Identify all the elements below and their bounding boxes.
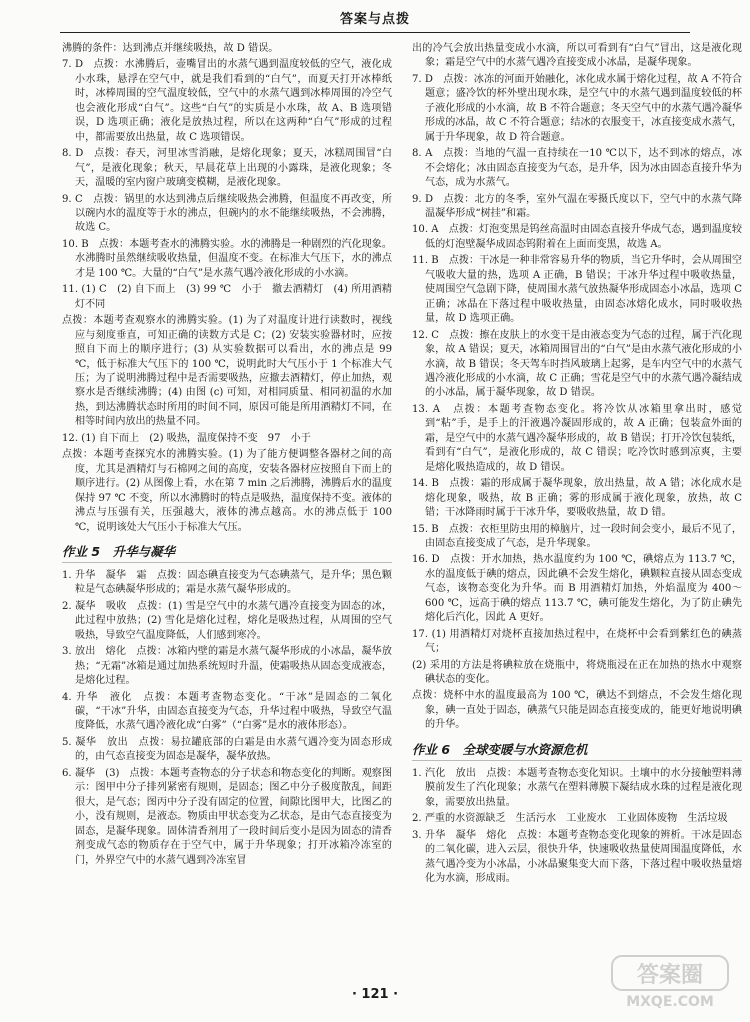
answer-item: 8. A 点拨：当地的气温一直持续在一10 ℃以下，达不到冰的熔点，冰不会熔化；冰由固态直接变为气态，是升华，因为冰由固态直接升华为气态，成为水蒸气。 bbox=[412, 148, 742, 189]
answer-item: 9. D 点拨：北方的冬季，室外气温在零摄氏度以下，空气中的水蒸气降温凝华形成“树挂”和霜。 bbox=[412, 193, 742, 219]
answer-item: 点拨：烧杯中水的温度最高为 100 ℃，碘达不到熔点，不会发生熔化现象，碘一直处于固态，碘蒸气只能是固态直接变成的，能更好地说明碘的升华。 bbox=[412, 690, 742, 731]
section-heading-6: 作业 6 全球变暖与水资源危机 bbox=[412, 741, 742, 761]
right-column bbox=[412, 42, 742, 982]
answer-item: 11. (1) C (2) 自下而上 (3) 99 ℃ 小于 撤去酒精灯 (4) 所用酒精灯不同 bbox=[62, 284, 392, 310]
answer-item: 1. 汽化 放出 点拨：本题考查物态变化知识。土壤中的水分接触塑料薄膜前发生了汽化现象；水蒸气在塑料薄膜下凝结成水珠的过程是液化现象，需要放出热量。 bbox=[412, 767, 742, 808]
answer-item: 3. 升华 凝华 熔化 点拨：本题考查物态变化现象的辨析。干冰是固态的二氧化碳，进入云层，很快升华，快速吸收热量使周围温度降低，水蒸气遇冷变为小冰晶，小冰晶聚集变大而下落，下落过程中吸收热量熔化为水滴，形成雨。 bbox=[412, 829, 742, 885]
answer-item: 9. C 点拨：锅里的水达到沸点后继续吸热会沸腾，但温度不再改变，所以碗内水的温度等于水的沸点，但碗内的水不能继续吸热，不会沸腾，故选 C。 bbox=[62, 193, 392, 234]
page-header bbox=[0, 0, 750, 40]
answer-item: 3. 放出 熔化 点拨：冰箱内壁的霜是水蒸气凝华形成的小冰晶，凝华放热；“无霜”冰箱是通过加热系统短时升温，使霜吸热从固态变成液态，是熔化过程。 bbox=[62, 646, 392, 687]
answer-item: 2. 凝华 吸收 点拨：(1) 雪是空气中的水蒸气遇冷直接变为固态的冰，此过程中放热；(2) 雪化是熔化过程，熔化是吸热过程，从周围的空气吸热，导致空气温度降低，人们感到寒冷。 bbox=[62, 600, 392, 641]
answer-item: 6. 凝华 (3) 点拨：本题考查物态的分子状态和物态变化的判断。观察图示：图甲中分子排列紧密有规则，是固态；图乙中分子极度散乱，间距很大，是气态；图丙中分子没有固定的位置，间隙比图甲大，比图乙的小，没有规则，是液态。物质由甲状态变为乙状态，是由气态直接变为固态，是凝华现象。固体清香剂用了一段时间后变小是因为固态的清香剂变成气态的物质存在于空气中，属于升华现象；打开冰箱冷冻室的门，外界空气中的水蒸气遇到冷冻室冒 bbox=[62, 767, 392, 866]
answer-item: 点拨：本题考查探究水的沸腾实验。(1) 为了能方便调整各器材之间的高度，尤其是酒精灯与石棉网之间的高度，安装各器材应按照自下而上的顺序进行。(2) 从图像上看，水在第 7 min 之后沸腾，沸腾后水的温度保持 97 ℃ 不变，所以水沸腾时的特点是吸热，温度保持不变。液体的沸点与压强有关，压强越大，液体的沸点越高。水的沸点低于 100 ℃，说明该处大气压小于标准大气压。 bbox=[62, 449, 392, 533]
answer-item: 11. B 点拨：干冰是一种非常容易升华的物质，当它升华时，会从周围空气吸收大量的热，选项 A 正确，B 错误；干冰升华过程中吸收热量，使周围空气急剧下降，使周围水蒸气放热凝华形成固态小冰晶，选项 C 正确；冰晶在下落过程中吸收热量，由固态冰熔化成水，同时吸收热量，故 D 选项正确。 bbox=[412, 255, 742, 325]
watermark-text-1: 答案圈 bbox=[636, 963, 704, 988]
answer-item: 2. 严重的水资源缺乏 生活污水 工业废水 工业固体废物 生活垃圾 bbox=[412, 813, 728, 825]
answer-item: 沸腾的条件：达到沸点并继续吸热，故 D 错误。 bbox=[62, 43, 279, 54]
answer-item: (2) 采用的方法是将碘粒放在烧瓶中，将烧瓶浸在正在加热的热水中观察碘状态的变化。 bbox=[412, 659, 742, 686]
answer-item: 4. 升华 液化 点拨：本题考查物态变化。“干冰”是固态的二氧化碳，“干冰”升华，由固态直接变为气态，升华过程中吸热，导致空气温度降低，水蒸气遇冷液化成“白雾”（“白雾”是水的液体形态）。 bbox=[62, 691, 392, 732]
answer-item: 12. (1) 自下而上 (2) 吸热，温度保持不变 97 小于 bbox=[62, 432, 311, 444]
answer-item: 7. D 点拨：冰冻的河面开始融化，冰化成水属于熔化过程，故 A 不符合题意；盛冷饮的杯外壁出现水珠，是空气中的水蒸气遇到温度较低的杯子液化形成的小水滴，故 B 不符合题意；冬天空气中的水蒸气遇冷凝华形成的冰晶，故 C 不符合题意；结冰的衣服变干，冰直接变成水蒸气，属于升华现象，故 D 符合题意。 bbox=[412, 73, 742, 143]
header-title: 答案与点拨 bbox=[339, 12, 410, 27]
left-column bbox=[62, 42, 392, 982]
answer-item: 5. 凝华 放出 点拨：易拉罐底部的白霜是由水蒸气遇冷变为固态形成的，由气态直接变为固态是凝华，凝华放热。 bbox=[62, 736, 392, 763]
watermark-text-2: MXQE.COM bbox=[626, 994, 714, 1010]
answer-item: 10. B 点拨：本题考查水的沸腾实验。水的沸腾是一种剧烈的汽化现象。水沸腾时虽然继续吸收热量，但温度不变。在标准大气压下，水的沸点才是 100 ℃。大量的“白气”是水蒸气遇冷液化形成的小水滴。 bbox=[62, 238, 392, 279]
answer-item: 10. A 点拨：灯泡变黑是钨丝高温时由固态直接升华成气态，遇到温度较低的灯泡壁凝华成固态钨附着在上面而变黑，故选 A。 bbox=[412, 224, 742, 250]
answer-item: 8. D 点拨：春天，河里冰雪消融，是熔化现象；夏天，冰糕周围冒“白气”，是液化现象；秋天，早晨花草上出现的小露珠，是液化现象；冬天，温暖的室内窗户玻璃变模糊，是液化现象。 bbox=[62, 148, 392, 189]
answer-item: 13. A 点拨：本题考查物态变化。将冷饮从冰箱里拿出时，感觉到“粘”手，是手上的汗液遇冷凝固形成的，故 A 正确；包装盒外面的霜，是空气中的水蒸气遇冷凝华形成的，故 B 错误；打开冷饮包装纸，看到有“白气”，是液化形成的，故 C 错误；吃冷饮时感到凉爽，主要是熔化吸热造成的，故 D 错误。 bbox=[412, 403, 742, 473]
answer-item: 14. B 点拨：霜的形成属于凝华现象，放出热量，故 A 错；冰化成水是熔化现象，吸热，故 B 正确；雾的形成属于液化现象，放热，故 C 错；干冰降雨时属于干冰升华，要吸收热量，故 D 错。 bbox=[412, 478, 742, 519]
page-number: · 121 · bbox=[351, 987, 399, 1002]
answer-item: 点拨：本题考查观察水的沸腾实验。(1) 为了对温度计进行读数时，视线应与刻度垂直，可知正确的读数方式是 C；(2) 安装实验器材时，应按照自下而上的顺序进行；(3) 从实验数据可以看出，水的沸点是 99 ℃，低于标准大气压下的 100 ℃，说明此时大气压小于 1 个标准大气压；为了说明沸腾过程中是否需要吸热，应撤去酒精灯，停止加热，观察水是否继续沸腾；(4) 由图 (c) 可知，对相同质量、相同初温的水加热，到达沸腾状态时所用的时间不同，原因可能是所用酒精灯不同，在相等时间内放出的热量不同。 bbox=[62, 315, 392, 428]
answer-item: 16. D 点拨：开水加热，热水温度约为 100 ℃，碘熔点为 113.7 ℃，水的温度低于碘的熔点，因此碘不会发生熔化，碘颗粒直接从固态变成气态，该物态变化为升华。而 B 用酒精灯加热，外焰温度为 400～600 ℃，远高于碘的熔点 113.7 ℃，碘可能发生熔化，为了防止碘先熔化后汽化，因此 A 更好。 bbox=[412, 554, 742, 624]
answer-item: 15. B 点拨：衣柜里防虫用的樟脑片，过一段时间会变小，最后不见了，由固态直接变成了气态，是升华现象。 bbox=[412, 523, 742, 549]
answer-item: 17. (1) 用酒精灯对烧杯直接加热过程中，在烧杯中会看到紫红色的碘蒸气； bbox=[412, 628, 742, 655]
answer-item: 12. C 点拨：擦在皮肤上的水变干是由液态变为气态的过程，属于汽化现象，故 A 错误；夏天，冰箱周围冒出的“白气”是由水蒸气液化形成的小水滴，故 B 错误；冬天驾车时挡风玻璃上起雾，是车内空气中的水蒸气遇冷液化形成的小水滴，故 C 正确；雪花是空气中的水蒸气遇冷凝结成的小冰晶，属于凝华现象，故 D 错误。 bbox=[412, 329, 742, 399]
header-rule bbox=[60, 32, 690, 33]
answer-item: 出的冷气会放出热量变成小水滴，所以可看到有“白气”冒出，这是液化现象；霜是空气中的水蒸气遇冷直接变成小冰晶，是凝华现象。 bbox=[412, 43, 742, 69]
answer-item: 1. 升华 凝华 霜 点拨：固态碘直接变为气态碘蒸气，是升华；黑色颗粒是气态碘凝华形成的；霜是水蒸气凝华形成的。 bbox=[62, 569, 392, 596]
section-heading-5: 作业 5 升华与凝华 bbox=[62, 543, 392, 563]
answer-item: 7. D 点拨：水沸腾后，壶嘴冒出的水蒸气遇到温度较低的空气，液化成小水珠，悬浮在空气中，就是我们看到的“白气”，而夏天打开冰棒纸时，冰棒周围的空气温度较低，空气中的水蒸气遇到冰棒周围的冷空气也会液化形成“白气”。这些“白气”的实质是小水珠，故 A、B 选项错误，D 选项正确；液化是放热过程，所以在这两种“白气”形成的过程中，都需要放出热量，故 C 选项错误。 bbox=[62, 59, 392, 143]
watermark-logo bbox=[610, 952, 730, 1012]
